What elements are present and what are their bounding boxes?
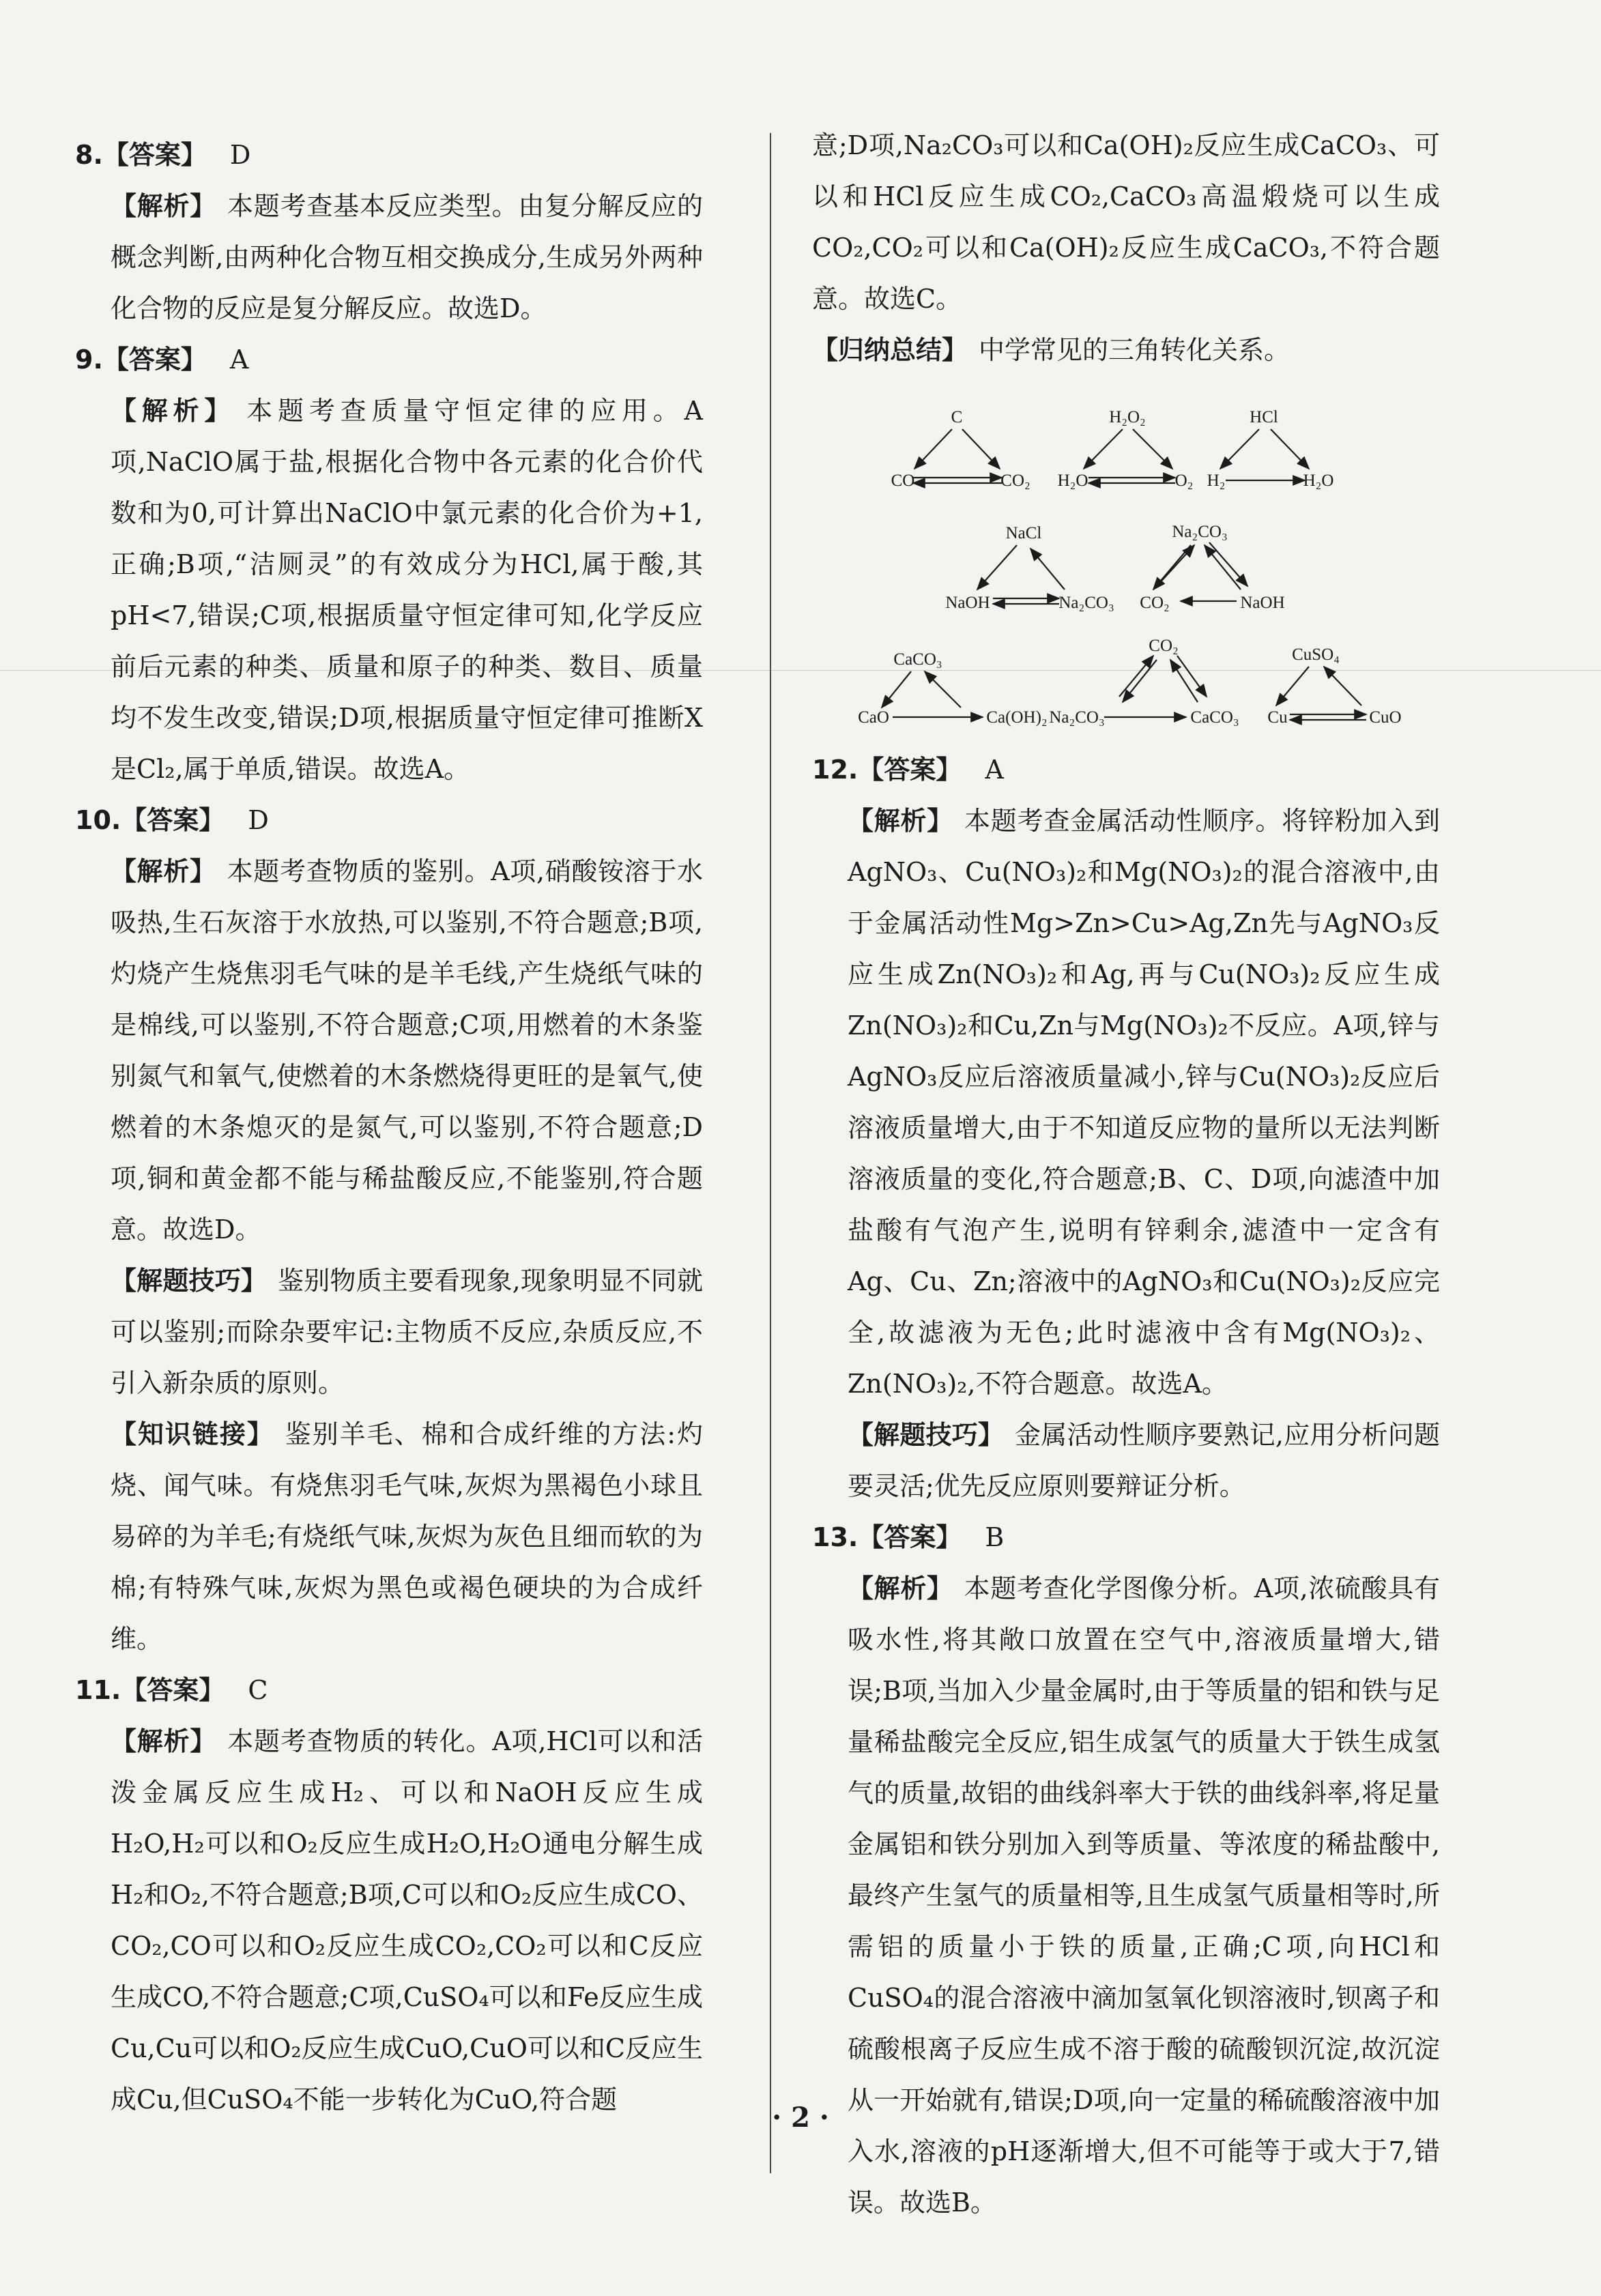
q11-explanation-continued: 意;D项,Na₂CO₃可以和Ca(OH)₂反应生成CaCO₃、可以和HCl反应生成CO₂,CaCO₃高温煅烧可以生成CO₂,CO₂可以和Ca(OH)₂反应生成CaCO₃,不符合题意。故选C。: [812, 130, 1440, 314]
triangle-diagram-svg: [812, 381, 1440, 743]
t7-left: Na₂CO₃: [1049, 708, 1105, 727]
q9-answer-label: 【答案】: [102, 345, 207, 375]
question-8: [75, 130, 703, 334]
q10-number: 10.: [75, 805, 121, 835]
q11-number: 11.: [75, 1675, 121, 1705]
q10-link-label: 【知识链接】: [111, 1419, 274, 1449]
q11-answer-label: 【答案】: [121, 1675, 225, 1705]
t5-left: CO₂: [1140, 594, 1170, 612]
column-divider: [770, 133, 771, 2173]
q13-number: 13.: [812, 1522, 859, 1552]
q10-explanation-label: 【解析】: [111, 856, 216, 886]
q8-explanation: 本题考查基本反应类型。由复分解反应的概念判断,由两种化合物互相交换成分,生成另外两种化合物的反应是复分解反应。故选D。: [111, 191, 703, 323]
question-10: [75, 795, 703, 1665]
t3-top: HCl: [1250, 408, 1278, 426]
q12-tip-label: 【解题技巧】: [848, 1420, 1005, 1450]
q9-explanation: 本题考查质量守恒定律的应用。A项,NaClO属于盐,根据化合物中各元素的化合价代数和为0,可计算出NaClO中氯元素的化合价为+1,正确;B项,“洁厕灵”的有效成分为HCl,属于酸,其pH<7,错误;C项,根据质量守恒定律可知,化学反应前后元素的种类、质量和原子的种类、数目、质量均不发生改变,错误;D项,根据质量守恒定律可推断X是Cl₂,属于单质,错误。故选A。: [111, 396, 703, 784]
t6-left: CaO: [858, 708, 889, 727]
q10-answer-label: 【答案】: [121, 805, 225, 835]
page-number: · 2 ·: [772, 2102, 829, 2134]
q8-number: 8.: [75, 140, 103, 170]
q10-tip: 鉴别物质主要看现象,现象明显不同就可以鉴别;而除杂要牢记:主物质不反应,杂质反应,不引入新杂质的原则。: [111, 1266, 703, 1398]
q8-answer-label: 【答案】: [102, 140, 207, 170]
question-9: [75, 334, 703, 795]
q12-number: 12.: [812, 755, 859, 785]
q8-answer: D: [229, 140, 251, 170]
q12-tip: 金属活动性顺序要熟记,应用分析问题要灵活;优先反应原则要辩证分析。: [848, 1420, 1440, 1501]
q10-tip-label: 【解题技巧】: [111, 1266, 268, 1296]
t8-top: CuSO₄: [1292, 645, 1340, 664]
t3-right: H₂O: [1303, 471, 1334, 490]
t8-left: Cu: [1267, 708, 1288, 727]
q10-link: 鉴别羊毛、棉和合成纤维的方法:灼烧、闻气味。有烧焦羽毛气味,灰烬为黑褐色小球且易碎的为羊毛;有烧纸气味,灰烬为灰色且细而软的为棉;有特殊气味,灰烬为黑色或褐色硬块的为合成纤维。: [111, 1419, 703, 1654]
summary-text: 中学常见的三角转化关系。: [979, 335, 1290, 365]
q10-answer: D: [248, 805, 269, 835]
q13-explanation: 本题考查化学图像分析。A项,浓硫酸具有吸水性,将其敞口放置在空气中,溶液质量增大,错误;B项,当加入少量金属时,由于等质量的铝和铁与足量稀盐酸完全反应,铝生成氢气的质量大于铁生成氢气的质量,故铝的曲线斜率大于铁的曲线斜率,将足量金属铝和铁分别加入到等质量、等浓度的稀盐酸中,最终产生氢气的质量相等,且生成氢气质量相等时,所需铝的质量小于铁的质量,正确;C项,向HCl和CuSO₄的混合溶液中滴加氢氧化钡溶液时,钡离子和硫酸根离子反应生成不溶于酸的硫酸钡沉淀,故沉淀从一开始就有,错误;D项,向一定量的稀硫酸溶液中加入水,溶液的pH逐渐增大,但不可能等于或大于7,错误。故选B。: [848, 1573, 1440, 2218]
q12-answer: A: [985, 755, 1004, 785]
question-11: [75, 1665, 703, 2125]
q11-answer: C: [248, 1675, 268, 1705]
q11-explanation-label: 【解析】: [111, 1726, 217, 1756]
right-column: [812, 120, 1440, 2228]
q12-explanation: 本题考查金属活动性顺序。将锌粉加入到AgNO₃、Cu(NO₃)₂和Mg(NO₃)₂的混合溶液中,由于金属活动性Mg>Zn>Cu>Ag,Zn先与AgNO₃反应生成Zn(NO₃)₂和Ag,再与Cu(NO₃)₂反应生成Zn(NO₃)₂和Cu,Zn与Mg(NO₃)₂不反应。A项,锌与AgNO₃反应后溶液质量减小,锌与Cu(NO₃)₂反应后溶液质量增大,由于不知道反应物的量所以无法判断溶液质量的变化,符合题意;B、C、D项,向滤渣中加盐酸有气泡产生,说明有锌剩余,滤渣中一定含有Ag、Cu、Zn;溶液中的AgNO₃和Cu(NO₃)₂反应完全,故滤液为无色;此时滤液中含有Mg(NO₃)₂、Zn(NO₃)₂,不符合题意。故选A。: [848, 806, 1440, 1399]
question-12: [812, 744, 1440, 1512]
q9-explanation-label: 【解析】: [111, 396, 236, 426]
left-column: [75, 130, 703, 2125]
t7-right: CaCO₃: [1190, 708, 1239, 727]
t8-right: CuO: [1369, 708, 1402, 727]
t2-top: H₂O₂: [1109, 408, 1146, 426]
t5-top: Na₂CO₃: [1172, 523, 1228, 541]
q11-explanation: 本题考查物质的转化。A项,HCl可以和活泼金属反应生成H₂、可以和NaOH反应生成H₂O,H₂可以和O₂反应生成H₂O,H₂O通电分解生成H₂和O₂,不符合题意;B项,C可以和O₂反应生成CO、CO₂,CO可以和O₂反应生成CO₂,CO₂可以和C反应生成CO,不符合题意;C项,CuSO₄可以和Fe反应生成Cu,Cu可以和O₂反应生成CuO,CuO可以和C反应生成Cu,但CuSO₄不能一步转化为CuO,符合题: [111, 1726, 703, 2115]
q12-answer-label: 【答案】: [858, 755, 962, 785]
summary-label: 【归纳总结】: [812, 335, 968, 365]
t6-right: Ca(OH)₂: [986, 708, 1048, 727]
q9-number: 9.: [75, 345, 103, 375]
t4-top: NaCl: [1005, 524, 1042, 542]
t4-right: Na₂CO₃: [1058, 594, 1114, 612]
t1-right: CO₂: [1000, 471, 1030, 490]
q13-answer: B: [985, 1522, 1005, 1552]
q8-explanation-label: 【解析】: [111, 191, 217, 221]
triangle-conversion-diagram: [812, 381, 1440, 743]
q10-explanation: 本题考查物质的鉴别。A项,硝酸铵溶于水吸热,生石灰溶于水放热,可以鉴别,不符合题意;B项,灼烧产生烧焦羽毛气味的是羊毛线,产生烧纸气味的是棉线,可以鉴别,不符合题意;C项,用燃着的木条鉴别氮气和氧气,使燃着的木条燃烧得更旺的是氧气,使燃着的木条熄灭的是氮气,可以鉴别,不符合题意;D项,铜和黄金都不能与稀盐酸反应,不能鉴别,符合题意。故选D。: [111, 856, 703, 1245]
t3-left: H₂: [1207, 471, 1226, 490]
q12-explanation-label: 【解析】: [848, 806, 954, 836]
t1-left: CO: [891, 471, 915, 490]
t2-right: O₂: [1174, 471, 1194, 490]
q9-answer: A: [229, 345, 249, 375]
t5-right: NaOH: [1240, 594, 1285, 612]
t6-top: CaCO₃: [893, 650, 942, 669]
t2-left: H₂O: [1057, 471, 1088, 490]
q13-explanation-label: 【解析】: [848, 1573, 953, 1603]
q13-answer-label: 【答案】: [858, 1522, 962, 1552]
t1-top: C: [951, 408, 963, 426]
t4-left: NaOH: [945, 594, 990, 612]
t7-top: CO₂: [1149, 637, 1179, 655]
